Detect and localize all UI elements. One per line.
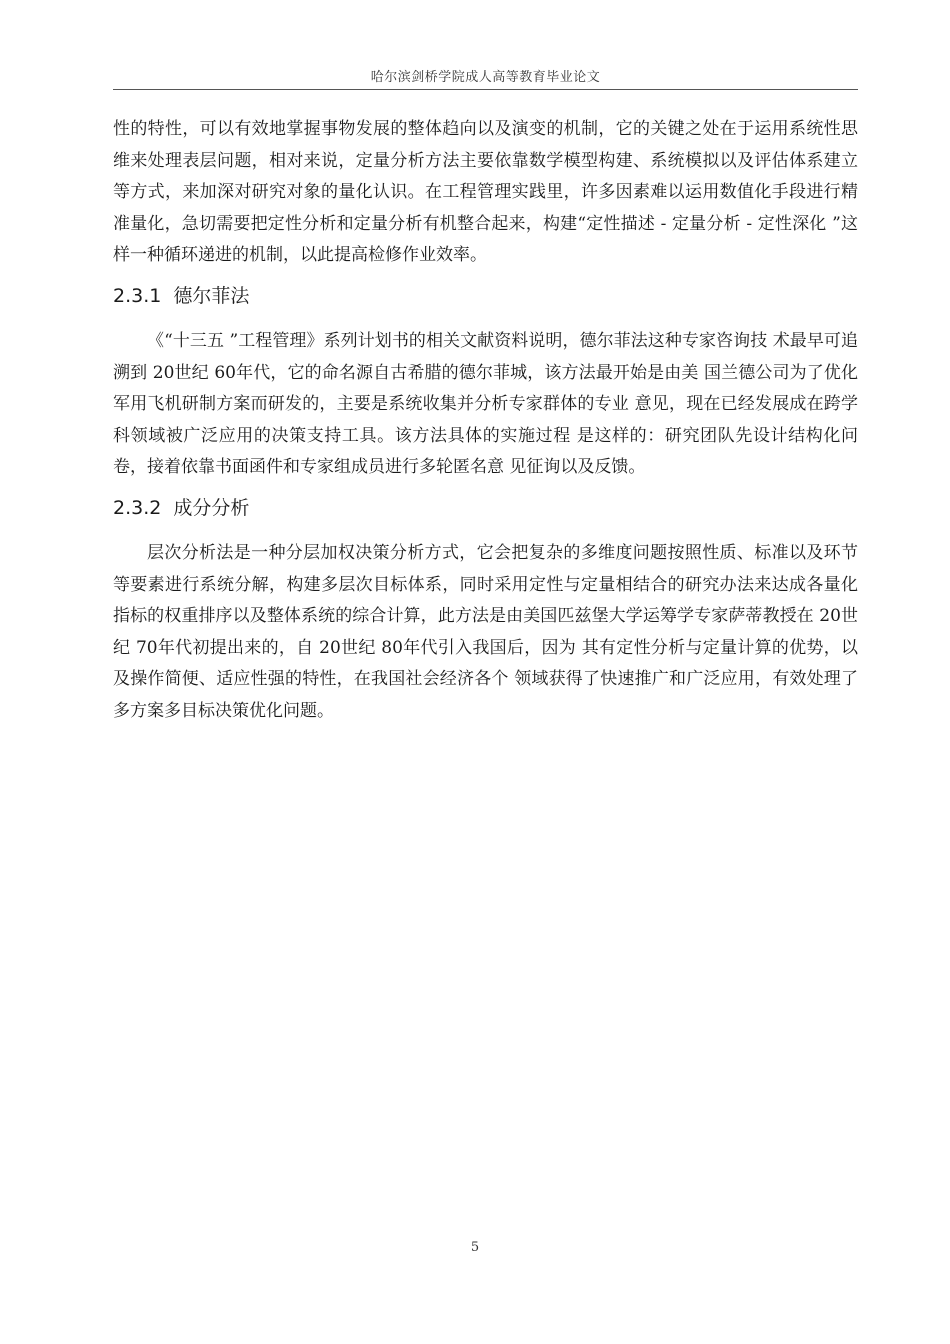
section-title: 成分分析 [173, 496, 250, 519]
paragraph-component: 层次分析法是一种分层加权决策分析方式，它会把复杂的多维度问题按照性质、标准以及环节等要素进行系统分解，构建多层次目标体系，同时采用定性与定量相结合的研究办法来达成各量化指标的权重排序以及整体系统的综合计算，此方法是由美国匹兹堡大学运筹学专家萨蒂教授在 20世纪 70年代初提出来的，自 20世纪 80年代引入我国后，因为 其有定性分析与定量计算的优势，以及操作简便、适应性强的特性，在我国社会经济各个 领域获得了快速推广和广泛应用，有效处理了多方案多目标决策优化问题。 [113, 542, 858, 721]
section-number: 2.3.2 [113, 496, 162, 519]
section-number: 2.3.1 [113, 284, 162, 307]
paragraph-intro: 性的特性，可以有效地掌握事物发展的整体趋向以及演变的机制，它的关键之处在于运用系统性思维来处理表层问题，相对来说，定量分析方法主要依靠数学模型构建、系统模拟以及评估体系建立等方式，来加深对研究对象的量化认识。在工程管理实践里，许多因素难以运用数值化手段进行精准量化，急切需要把定性分析和定量分析有机整合起来，构建“定性描述 - 定量分析 - 定性深化 ”这样一种循环递进的机制，以此提高检修作业效率。 [113, 119, 858, 266]
document-body [113, 114, 858, 728]
running-header: 哈尔滨剑桥学院成人高等教育毕业论文 [370, 70, 601, 85]
page-number: 5 [470, 1240, 480, 1255]
section-title: 德尔菲法 [173, 284, 250, 307]
section-heading-component [113, 484, 858, 538]
section-heading-delphi [113, 272, 858, 326]
paragraph-delphi: 《“十三五 ”工程管理》系列计划书的相关文献资料说明，德尔菲法这种专家咨询技 术最早可追溯到 20世纪 60年代，它的命名源自古希腊的德尔菲城，该方法最开始是由美 国兰德公司为了优化军用飞机研制方案而研发的，主要是系统收集并分析专家群体的专业 意见，现在已经发展成在跨学科领域被广泛应用的决策支持工具。该方法具体的实施过程 是这样的：研究团队先设计结构化问卷，接着依靠书面函件和专家组成员进行多轮匿名意 见征询以及反馈。 [113, 330, 858, 478]
header-divider [113, 89, 858, 90]
